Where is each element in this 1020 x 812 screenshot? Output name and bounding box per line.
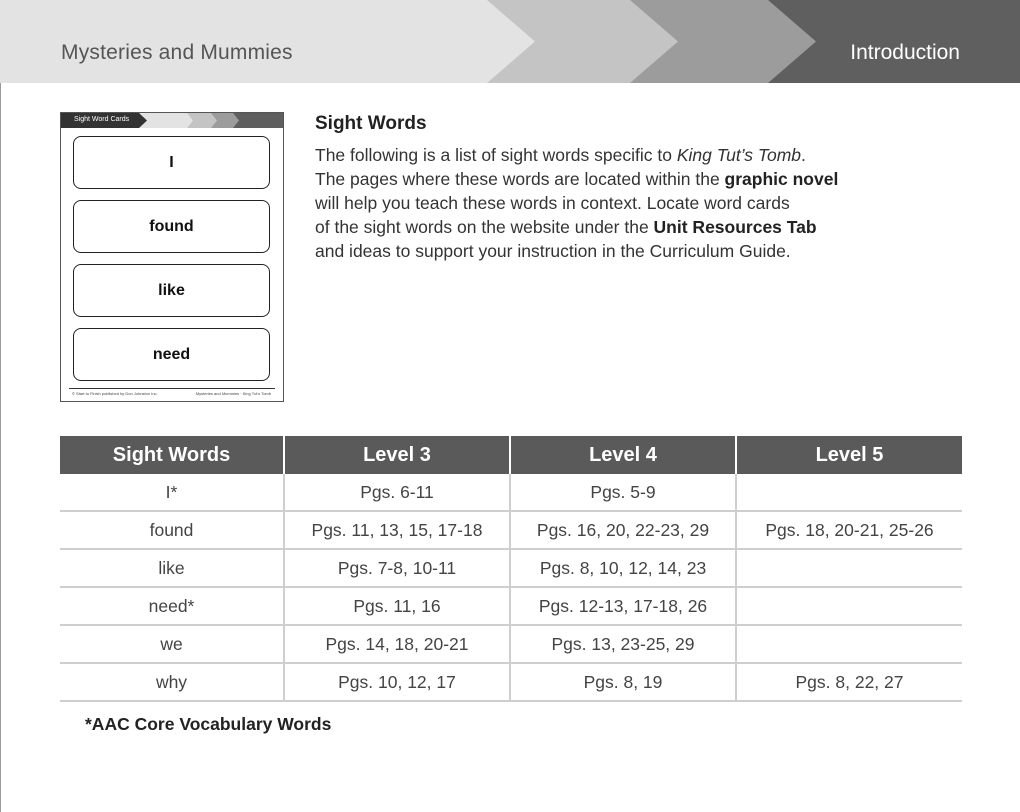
section-title: Introduction [850,41,960,64]
word-card: need [73,328,270,381]
table-cell [736,549,962,587]
intro-text: of the sight words on the website under the [315,217,654,237]
column-header: Sight Words [60,436,284,474]
intro-text: . [801,145,806,165]
table-cell: Pgs. 8, 19 [510,663,736,701]
graphic-novel-bold: graphic novel [724,169,839,189]
column-header: Level 5 [736,436,962,474]
table-cell: we [60,625,284,663]
thumbnail-footer-rule [69,388,275,389]
intro-text: The pages where these words are located within the [315,169,725,189]
table-cell: Pgs. 12-13, 17-18, 26 [510,587,736,625]
book-title: Mysteries and Mummies [61,41,293,64]
table-cell: Pgs. 13, 23-25, 29 [510,625,736,663]
table-cell: like [60,549,284,587]
table-cell: I* [60,474,284,511]
table-cell: Pgs. 7-8, 10-11 [284,549,510,587]
thumbnail-footer-copyright: © Start to Finish published by Don Johnston Inc. [72,391,158,396]
word-card: like [73,264,270,317]
table-cell: Pgs. 11, 13, 15, 17-18 [284,511,510,549]
intro-text: The following is a list of sight words specific to [315,145,677,165]
table-cell [736,587,962,625]
table-cell [736,474,962,511]
table-cell: found [60,511,284,549]
table-cell [736,625,962,663]
table-cell: Pgs. 11, 16 [284,587,510,625]
column-header: Level 3 [284,436,510,474]
table-cell: Pgs. 10, 12, 17 [284,663,510,701]
table-cell: Pgs. 5-9 [510,474,736,511]
sight-words-intro [315,112,955,263]
header-banner [0,0,1020,83]
thumbnail-footer-title: Mysteries and Mummies · King Tut's Tomb [195,391,271,396]
table-cell: why [60,663,284,701]
word-card: I [73,136,270,189]
sight-words-table [60,436,962,702]
table-row [60,587,962,625]
unit-resources-tab-bold: Unit Resources Tab [653,217,817,237]
intro-line: will help you teach these words in context. Locate word cards [315,193,790,213]
table-cell: Pgs. 16, 20, 22-23, 29 [510,511,736,549]
section-heading: Sight Words [315,113,427,134]
footnote: *AAC Core Vocabulary Words [85,714,332,734]
table-row [60,663,962,701]
table-row [60,474,962,511]
thumbnail-header-label: Sight Word Cards [74,116,130,123]
table-cell: Pgs. 8, 22, 27 [736,663,962,701]
table-row [60,549,962,587]
page-edge [0,0,1,812]
table-cell: Pgs. 6-11 [284,474,510,511]
table-row [60,625,962,663]
word-card: found [73,200,270,253]
table-cell: Pgs. 8, 10, 12, 14, 23 [510,549,736,587]
table-cell: Pgs. 14, 18, 20-21 [284,625,510,663]
intro-line: and ideas to support your instruction in the Curriculum Guide. [315,241,791,261]
table-row [60,511,962,549]
intro-line [315,167,955,191]
intro-line [315,215,955,239]
book-title-italic: King Tut’s Tomb [676,145,802,165]
column-header: Level 4 [510,436,736,474]
intro-line [315,143,955,167]
table-cell: Pgs. 18, 20-21, 25-26 [736,511,962,549]
table-cell: need* [60,587,284,625]
sight-word-cards-thumbnail[interactable] [60,112,284,402]
table-header-row [60,436,962,474]
